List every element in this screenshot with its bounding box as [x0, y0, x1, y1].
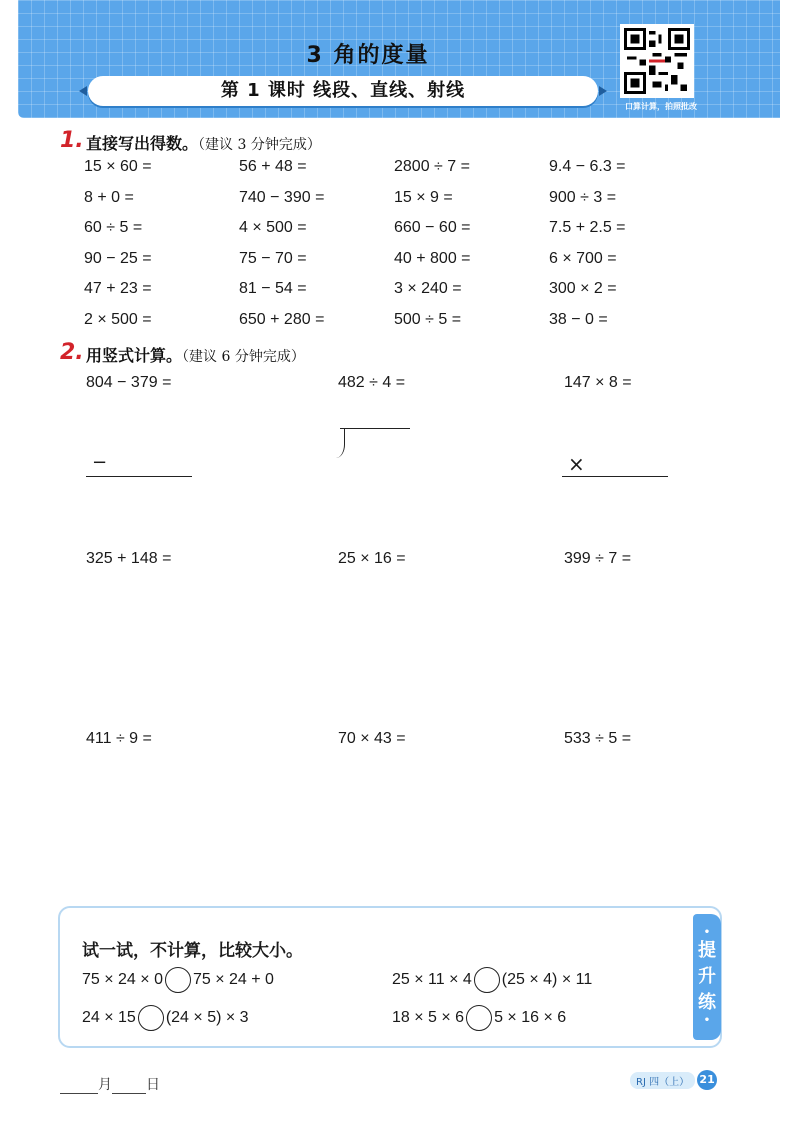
extension-tab — [693, 914, 721, 1040]
lesson-title: 第 1 课时 线段、直线、射线 — [220, 80, 466, 101]
tab-char: 提 — [698, 940, 716, 961]
oral-problem: 2800 ÷ 7 = — [394, 158, 470, 175]
oral-row — [84, 219, 704, 250]
oral-problem: 15 × 60 = — [84, 158, 152, 175]
oral-problem: 2 × 500 = — [84, 310, 152, 328]
oral-calculation-grid — [84, 158, 704, 341]
comparison-right: 5 × 16 × 6 — [494, 1009, 567, 1026]
oral-problem: 60 ÷ 5 = — [84, 219, 143, 236]
question-1-title — [86, 131, 321, 154]
oral-row — [84, 158, 704, 189]
tab-char: 升 — [698, 966, 716, 987]
comparison-left: 25 × 11 × 4 — [392, 971, 472, 988]
question-2-text: 用竖式计算。 — [86, 346, 183, 365]
question-2-number: 2. — [60, 340, 84, 365]
times-mark: × — [568, 452, 585, 476]
oral-problem: 650 + 280 = — [239, 310, 325, 328]
vertical-problem: 804 − 379 = — [86, 374, 172, 391]
oral-problem: 9.4 − 6.3 = — [549, 158, 626, 175]
vertical-problem: 411 ÷ 9 = — [86, 730, 152, 747]
extension-title: 试一试，不计算，比较大小。 — [82, 941, 303, 961]
oral-problem: 8 + 0 = — [84, 188, 134, 206]
vertical-problem: 399 ÷ 7 = — [564, 550, 632, 567]
oral-problem: 500 ÷ 5 = — [394, 310, 462, 328]
month-blank[interactable] — [60, 1078, 98, 1094]
page-footer — [630, 1070, 717, 1090]
oral-problem: 81 − 54 = — [239, 280, 307, 297]
division-bracket — [340, 428, 410, 458]
oral-row — [84, 189, 704, 220]
comparison-left: 18 × 5 × 6 — [392, 1009, 465, 1026]
day-blank[interactable] — [112, 1078, 146, 1094]
comparison-left: 24 × 15 — [82, 1009, 136, 1026]
comparison-item — [392, 1005, 566, 1031]
comparison-right: 75 × 24 + 0 — [192, 971, 274, 988]
day-label: 日 — [146, 1077, 160, 1093]
chapter-title: 3 角的度量 — [306, 43, 430, 68]
oral-row — [84, 250, 704, 281]
oral-problem: 75 − 70 = — [239, 249, 307, 267]
date-field — [60, 1074, 160, 1094]
oral-problem: 740 − 390 = — [239, 188, 325, 206]
tab-char: 练 — [698, 992, 716, 1013]
oral-row — [84, 280, 704, 311]
qr-code-icon[interactable] — [620, 24, 694, 98]
oral-problem: 7.5 + 2.5 = — [549, 219, 626, 236]
oral-problem: 6 × 700 = — [549, 249, 617, 267]
work-line — [86, 476, 192, 477]
vertical-problem: 533 ÷ 5 = — [564, 730, 632, 747]
page-number: 21 — [697, 1070, 717, 1090]
vertical-problem: 70 × 43 = — [338, 730, 406, 747]
oral-problem: 90 − 25 = — [84, 249, 152, 267]
oral-row — [84, 311, 704, 342]
oral-problem: 38 − 0 = — [549, 310, 608, 328]
oral-problem: 300 × 2 = — [549, 280, 617, 297]
comparison-right: (24 × 5) × 3 — [165, 1009, 249, 1026]
question-2-hint: （建议 6 分钟完成） — [182, 349, 305, 365]
question-2-title — [86, 343, 305, 366]
tab-dot: • — [703, 1015, 711, 1026]
oral-problem: 660 − 60 = — [394, 219, 471, 236]
answer-circle[interactable] — [165, 967, 191, 993]
oral-problem: 56 + 48 = — [239, 158, 307, 175]
vertical-problem: 325 + 148 = — [86, 550, 172, 567]
oral-problem: 15 × 9 = — [394, 188, 453, 206]
edition-badge: RJ 四（上） — [630, 1072, 695, 1089]
comparison-item — [82, 967, 274, 993]
comparison-right: (25 × 4) × 11 — [501, 971, 593, 988]
vertical-problem: 147 × 8 = — [564, 374, 632, 391]
comparison-item — [392, 967, 592, 993]
tab-dot: • — [703, 927, 711, 938]
answer-circle[interactable] — [474, 967, 500, 993]
lesson-banner — [88, 76, 598, 106]
question-1-text: 直接写出得数。 — [86, 134, 199, 153]
chapter-header — [18, 0, 780, 118]
work-line — [562, 476, 668, 477]
comparison-left: 75 × 24 × 0 — [82, 971, 163, 988]
qr-caption: 口算计算，拍照批改 — [625, 102, 697, 111]
comparison-item — [82, 1005, 249, 1031]
minus-mark: − — [92, 452, 108, 473]
question-1-hint: （建议 3 分钟完成） — [198, 137, 321, 153]
oral-problem: 900 ÷ 3 = — [549, 188, 617, 206]
vertical-problem: 25 × 16 = — [338, 550, 406, 567]
answer-circle[interactable] — [466, 1005, 492, 1031]
oral-problem: 40 + 800 = — [394, 249, 471, 267]
oral-problem: 47 + 23 = — [84, 280, 152, 297]
answer-circle[interactable] — [138, 1005, 164, 1031]
oral-problem: 4 × 500 = — [239, 219, 307, 236]
month-label: 月 — [98, 1077, 112, 1093]
vertical-problem: 482 ÷ 4 = — [338, 374, 406, 391]
question-1-number: 1. — [60, 128, 84, 153]
oral-problem: 3 × 240 = — [394, 280, 462, 297]
